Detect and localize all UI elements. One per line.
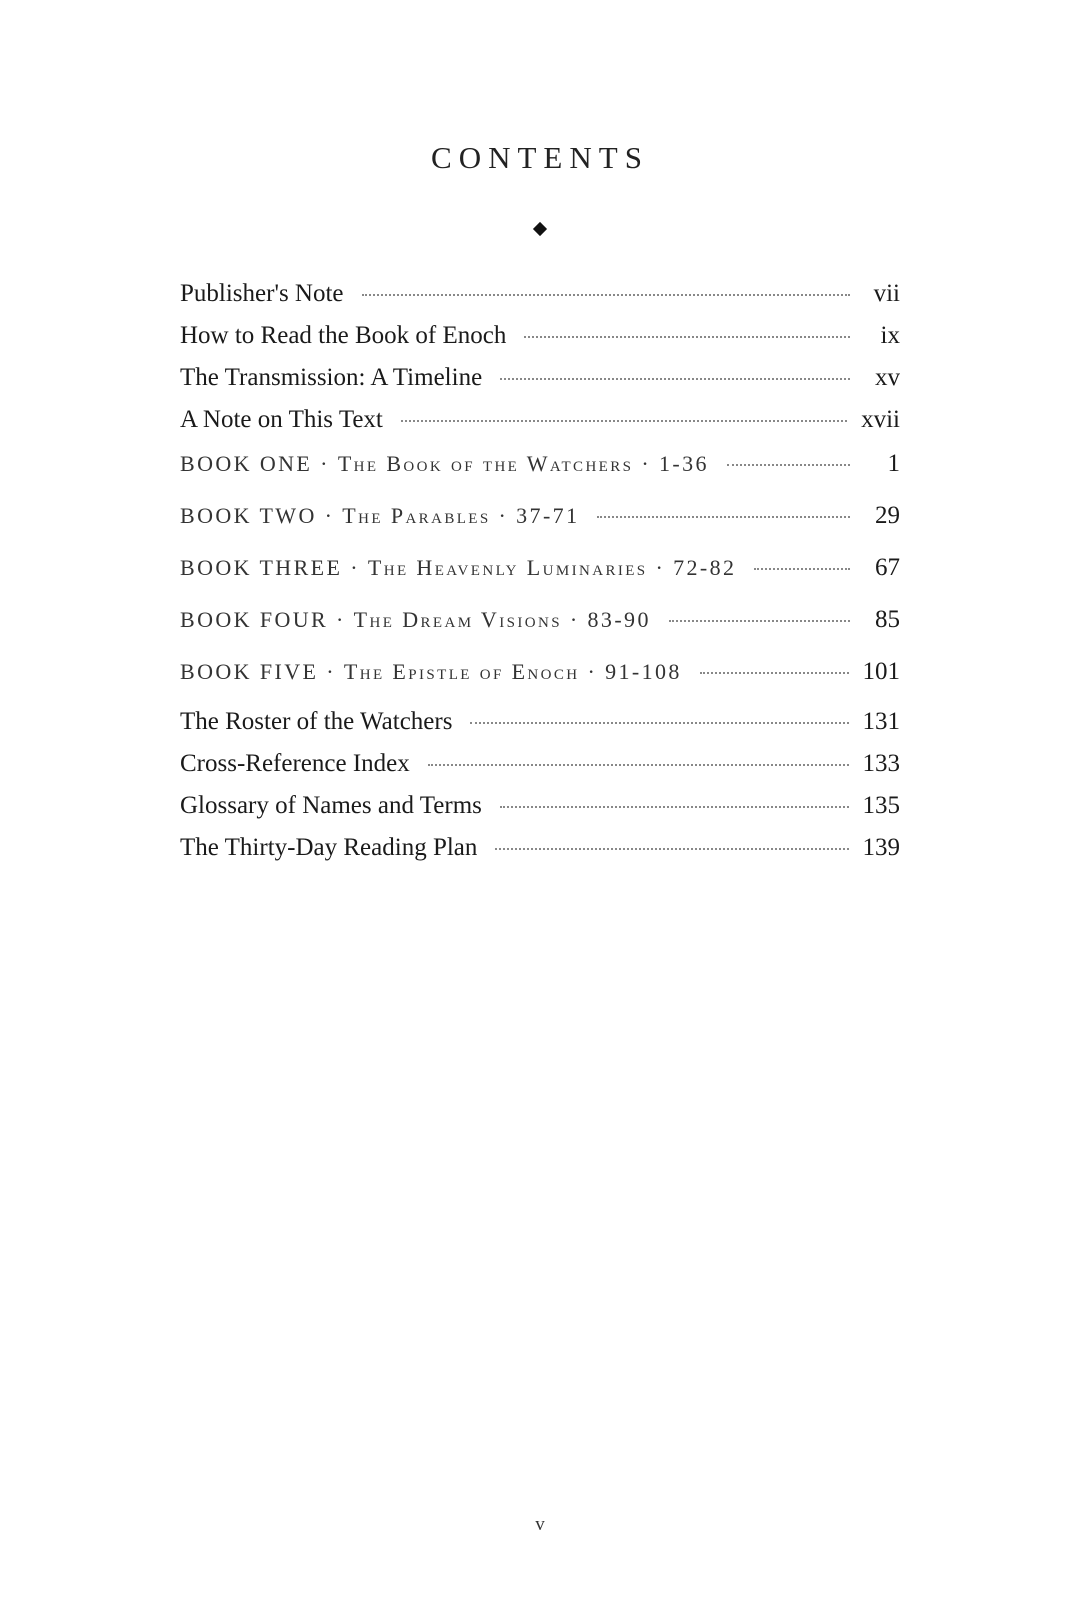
- book-name: The Dream Visions: [353, 607, 562, 632]
- toc-entry-book-three[interactable]: [180, 552, 900, 604]
- book-name: The Parables: [342, 503, 491, 528]
- book-name: The Epistle of Enoch: [343, 659, 580, 684]
- book-label: BOOK FOUR: [180, 607, 329, 632]
- toc-entry-title: The Roster of the Watchers: [180, 708, 453, 735]
- toc-entry-page: 139: [862, 834, 900, 861]
- toc-entry-title: A Note on This Text: [180, 406, 383, 433]
- toc-entry-page: vii: [873, 280, 900, 307]
- toc-entry-title: The Transmission: A Timeline: [180, 364, 483, 391]
- dot-leader: [669, 620, 850, 622]
- toc-entry-page: 101: [862, 658, 900, 685]
- dot-leader: [428, 764, 849, 766]
- toc-entry-page: 85: [875, 606, 900, 633]
- toc-entry-title: [180, 607, 651, 633]
- toc-entry-glossary[interactable]: [180, 792, 900, 834]
- toc-entry-page: 1: [887, 450, 900, 477]
- separator: ·: [324, 503, 335, 528]
- page-title: CONTENTS: [431, 140, 649, 175]
- toc-entry-page: 133: [862, 750, 900, 777]
- book-chapters: 37-71: [516, 503, 580, 528]
- toc-entry-reading-plan[interactable]: [180, 834, 900, 876]
- table-of-contents: [180, 280, 900, 876]
- separator: ·: [641, 451, 652, 476]
- dot-leader: [524, 336, 850, 338]
- book-label: BOOK FIVE: [180, 659, 319, 684]
- book-label: BOOK TWO: [180, 503, 317, 528]
- toc-entry-book-four[interactable]: [180, 604, 900, 656]
- book-label: BOOK THREE: [180, 555, 343, 580]
- dot-leader: [362, 294, 850, 296]
- dot-leader: [401, 420, 847, 422]
- toc-entry-title: The Thirty-Day Reading Plan: [180, 834, 478, 861]
- book-chapters: 1-36: [658, 451, 709, 476]
- toc-entry-cross-reference[interactable]: [180, 750, 900, 792]
- toc-entry-page: ix: [880, 322, 900, 349]
- separator: ·: [326, 659, 336, 684]
- toc-entry-title: [180, 555, 736, 581]
- toc-entry-title: Publisher's Note: [180, 280, 344, 307]
- dot-leader: [470, 722, 848, 724]
- separator: ·: [587, 659, 598, 684]
- toc-entry-title: [180, 451, 709, 477]
- toc-entry-page: 135: [862, 792, 900, 819]
- book-name: The Book of the Watchers: [337, 451, 634, 476]
- dot-leader: [500, 806, 849, 808]
- diamond-ornament-icon: [0, 221, 1080, 239]
- dot-leader: [597, 516, 850, 518]
- toc-entry-note-on-text[interactable]: [180, 406, 900, 448]
- toc-entry-title: [180, 659, 682, 685]
- book-chapters: 91-108: [605, 659, 682, 684]
- book-label: BOOK ONE: [180, 451, 313, 476]
- toc-entry-roster[interactable]: [180, 708, 900, 750]
- toc-entry-page: 29: [875, 502, 900, 529]
- toc-entry-page: xvii: [861, 406, 900, 433]
- book-chapters: 72-82: [673, 555, 737, 580]
- book-name: The Heavenly Luminaries: [367, 555, 648, 580]
- toc-entry-title: Cross-Reference Index: [180, 750, 410, 777]
- separator: ·: [350, 555, 360, 580]
- page-number: v: [535, 1514, 545, 1535]
- dot-leader: [495, 848, 848, 850]
- toc-entry-title: Glossary of Names and Terms: [180, 792, 482, 819]
- toc-entry-publishers-note[interactable]: [180, 280, 900, 322]
- toc-entry-how-to-read[interactable]: [180, 322, 900, 364]
- dot-leader: [727, 464, 850, 466]
- toc-entry-page: 67: [875, 554, 900, 581]
- dot-leader: [700, 672, 849, 674]
- separator: ·: [498, 503, 509, 528]
- separator: ·: [320, 451, 330, 476]
- toc-entry-transmission[interactable]: [180, 364, 900, 406]
- dot-leader: [754, 568, 850, 570]
- toc-entry-page: 131: [862, 708, 900, 735]
- toc-entry-book-two[interactable]: [180, 500, 900, 552]
- toc-entry-title: [180, 503, 579, 529]
- separator: ·: [569, 607, 580, 632]
- book-chapters: 83-90: [587, 607, 651, 632]
- separator: ·: [336, 607, 346, 632]
- separator: ·: [655, 555, 666, 580]
- toc-entry-title: How to Read the Book of Enoch: [180, 322, 507, 349]
- dot-leader: [500, 378, 850, 380]
- toc-entry-page: xv: [875, 364, 900, 391]
- toc-entry-book-five[interactable]: [180, 656, 900, 708]
- toc-entry-book-one[interactable]: [180, 448, 900, 500]
